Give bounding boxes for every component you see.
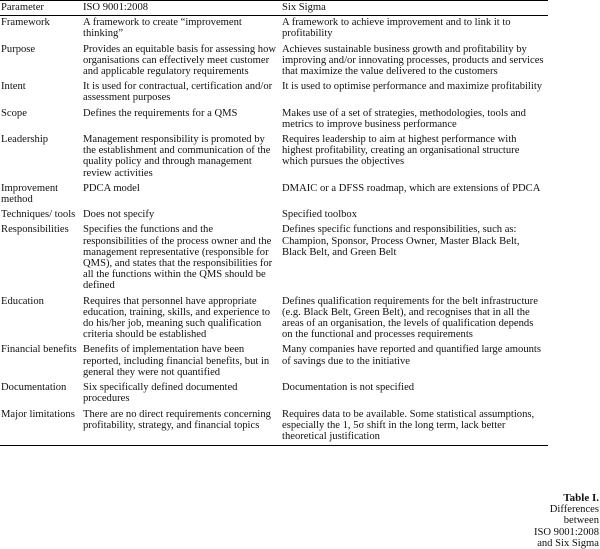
cell-iso: Six specifically defined documented procedures (83, 382, 238, 405)
header-iso: ISO 9001:2008 (82, 1, 281, 16)
cell-iso: Provides an equitable basis for assessing how organisations can effectively meet customer and applicable regulatory requirements (83, 43, 277, 78)
table-row (0, 80, 548, 106)
cell-iso: Benefits of implementation have been reported, including financial benefits, but in general they were not quantified (83, 344, 270, 378)
table-row (0, 295, 548, 344)
table-row (0, 223, 548, 294)
cell-parameter: Major limitations (0, 408, 82, 446)
cell-iso: PDCA model (83, 182, 140, 194)
cell-six-sigma: Defines qualification requirements for the belt infrastructure (e.g. Black Belt, Green Belt), and recognises that in all the areas of an organisation, the levels of qualification depends on the functional and processes requirements (282, 295, 538, 341)
cell-iso: Management responsibility is promoted by the establishment and communication of the quality policy and through management review activities (83, 134, 271, 179)
cell-parameter: Techniques/ tools (1, 209, 76, 221)
cell-parameter: Education (1, 295, 44, 307)
table-caption (513, 493, 599, 549)
table-row (0, 381, 548, 407)
cell-six-sigma: It is used to optimise performance and maximize profitability (282, 81, 543, 93)
cell-parameter: Leadership (1, 134, 49, 146)
cell-parameter: Scope (1, 107, 27, 119)
cell-iso: Requires that personnel have appropriate education, training, skills, and experience to do his/her job, meaning such qualification criteria should be established (83, 295, 271, 341)
cell-six-sigma: Requires data to be available. Some statistical assumptions, especially the 1, 5σ shift in the long term, lack better theoretical justification (281, 408, 548, 446)
cell-six-sigma: Makes use of a set of strategies, methodologies, tools and metrics to improve business performance (282, 107, 526, 130)
caption-line: ISO 9001:2008 (533, 526, 599, 538)
cell-iso: Specifies the functions and the responsibilities of the process owner and the management representative (responsible for QMS), and states that the responsibilities for all the functions within the QMS should be defined (83, 224, 273, 292)
cell-iso: There are no direct requirements concerning profitability, strategy, and financial topics (82, 408, 281, 446)
cell-six-sigma: Specified toolbox (282, 209, 358, 221)
cell-parameter: Financial benefits (1, 344, 77, 356)
table-row (0, 408, 548, 446)
cell-six-sigma: Requires leadership to aim at highest performance with highest profitability, creating an organisational structure which pursues the objectives (282, 134, 520, 168)
table-row (0, 16, 548, 43)
cell-six-sigma: DMAIC or a DFSS roadmap, which are extensions of PDCA (282, 182, 541, 194)
cell-parameter: Purpose (1, 43, 36, 55)
cell-parameter: Documentation (1, 382, 67, 394)
caption-line: and Six Sigma (537, 537, 599, 549)
cell-iso: Does not specify (83, 209, 155, 221)
cell-six-sigma: Documentation is not specified (282, 382, 415, 394)
table-row (0, 107, 548, 133)
table-header (0, 1, 548, 16)
cell-iso: Defines the requirements for a QMS (83, 107, 238, 119)
table-row (0, 208, 548, 223)
caption-line: Differences between (549, 504, 599, 527)
table-row (0, 343, 548, 381)
cell-parameter: Framework (1, 17, 50, 29)
header-row (0, 1, 548, 16)
caption-label: Table I. (563, 492, 599, 504)
cell-six-sigma: A framework to achieve improvement and to link it to profitability (282, 17, 511, 40)
table-row (0, 133, 548, 182)
cell-parameter: Responsibilities (1, 224, 69, 236)
header-six-sigma: Six Sigma (281, 1, 548, 16)
cell-six-sigma: Achieves sustainable business growth and profitability by improving and/or innovating processes, products and services that maximize the value delivered to the customers (282, 43, 544, 78)
cell-six-sigma: Defines specific functions and responsibilities, such as: Champion, Sponsor, Process Owner, Master Black Belt, Black Belt, and Green Belt (282, 224, 520, 258)
header-parameter: Parameter (0, 1, 82, 16)
cell-six-sigma: Many companies have reported and quantified large amounts of savings due to the initiative (282, 344, 541, 367)
table-row (0, 43, 548, 81)
cell-iso: It is used for contractual, certification and/or assessment purposes (83, 81, 273, 104)
table-body (0, 16, 548, 446)
cell-iso: A framework to create “improvement thinking” (83, 17, 242, 40)
table-row (0, 182, 548, 208)
cell-parameter: Intent (1, 81, 26, 93)
cell-parameter: Improvement method (1, 182, 59, 206)
